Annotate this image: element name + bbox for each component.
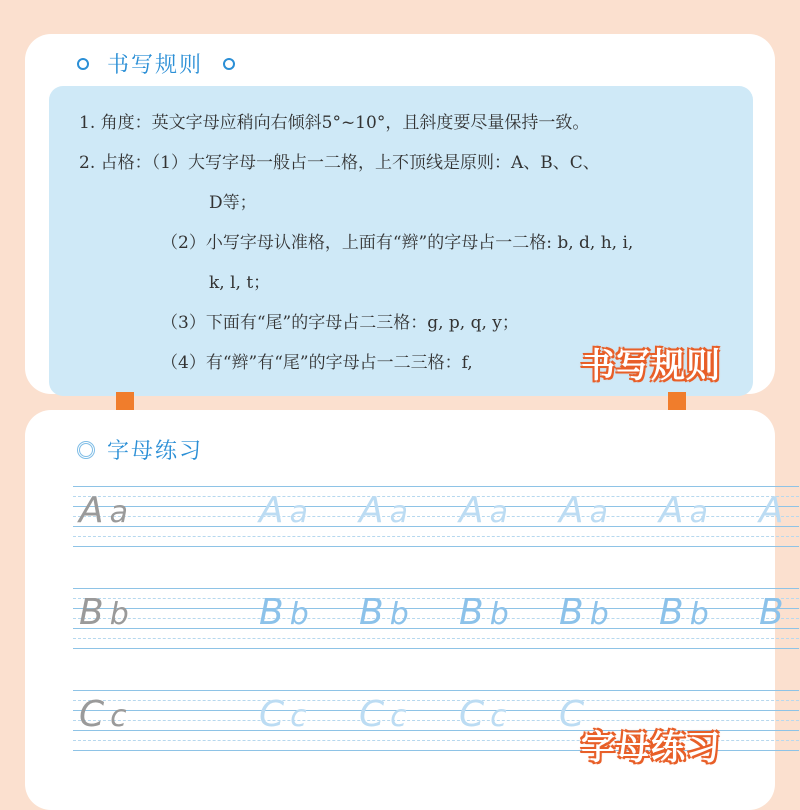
lowercase-letter: a xyxy=(389,495,409,530)
lowercase-letter: b xyxy=(289,597,309,632)
rule-grid-2-cont: k, l, t； xyxy=(209,273,271,293)
circle-bullet-icon xyxy=(223,58,235,70)
capital-letter: A xyxy=(759,490,784,531)
lowercase-letter: c xyxy=(390,699,407,734)
trace-letters xyxy=(359,490,408,531)
lowercase-letter: b xyxy=(389,597,409,632)
lowercase-letter: b xyxy=(689,597,709,632)
practice-card xyxy=(25,410,784,810)
capital-letter: A xyxy=(459,490,484,531)
guide-line xyxy=(73,546,799,547)
trace-letters xyxy=(259,490,308,531)
practice-badge: 字母练习 xyxy=(581,728,721,768)
trace-letters xyxy=(659,490,708,531)
rules-card xyxy=(25,34,775,394)
capital-letter: A xyxy=(559,490,584,531)
lowercase-letter: b xyxy=(109,597,129,632)
capital-letter: C xyxy=(359,694,385,735)
capital-letter: B xyxy=(259,592,284,633)
rule-grid-3: （3）下面有“尾”的字母占二三格：g, p, q, y； xyxy=(161,313,519,333)
capital-letter: A xyxy=(359,490,384,531)
trace-letters xyxy=(459,694,507,735)
rule-angle: 1. 角度：英文字母应稍向右倾斜5°~10°，且斜度要尽量保持一致。 xyxy=(79,113,590,133)
practice-row-b xyxy=(73,588,799,648)
lowercase-letter: c xyxy=(110,699,127,734)
guide-line xyxy=(73,648,799,649)
lowercase-letter: b xyxy=(489,597,509,632)
trace-letters xyxy=(659,592,709,633)
trace-letters xyxy=(559,490,608,531)
capital-letter: C xyxy=(79,694,105,735)
capital-letter: C xyxy=(259,694,285,735)
capital-letter: A xyxy=(79,490,104,531)
rules-heading: 书写规则 xyxy=(77,48,235,79)
trace-letters xyxy=(359,592,409,633)
rule-grid-4: （4）有“辫”有“尾”的字母占一二三格：f, xyxy=(161,353,473,373)
capital-letter: B xyxy=(559,592,584,633)
rule-grid-1-cont: D等； xyxy=(209,193,257,213)
capital-letter: B xyxy=(759,592,784,633)
capital-letter: A xyxy=(659,490,684,531)
model-letters xyxy=(79,694,127,735)
lowercase-letter: a xyxy=(489,495,509,530)
rule-grid-1: 2. 占格：（1）大写字母一般占一二格，上不顶线是原则：A、B、C、 xyxy=(79,153,600,173)
lowercase-letter: c xyxy=(290,699,307,734)
capital-letter: C xyxy=(559,694,585,735)
trace-letters xyxy=(759,592,784,633)
trace-letters xyxy=(259,694,307,735)
trace-letters xyxy=(459,592,509,633)
trace-letters xyxy=(259,592,309,633)
capital-letter: B xyxy=(659,592,684,633)
rules-badge: 书写规则 xyxy=(581,346,721,386)
model-letters xyxy=(79,592,129,633)
rule-grid-2: （2）小写字母认准格，上面有“辫”的字母占一二格: b, d, h, i, xyxy=(161,233,634,253)
capital-letter: B xyxy=(79,592,104,633)
trace-letters xyxy=(359,694,407,735)
capital-letter: A xyxy=(259,490,284,531)
lowercase-letter: a xyxy=(109,495,129,530)
trace-letters xyxy=(759,490,784,531)
capital-letter: C xyxy=(459,694,485,735)
lowercase-letter: a xyxy=(589,495,609,530)
practice-row-a xyxy=(73,486,799,546)
lowercase-letter: c xyxy=(490,699,507,734)
trace-letters xyxy=(459,490,508,531)
double-circle-icon xyxy=(77,441,95,459)
capital-letter: B xyxy=(359,592,384,633)
capital-letter: B xyxy=(459,592,484,633)
lowercase-letter: a xyxy=(689,495,709,530)
trace-letters xyxy=(559,592,609,633)
lowercase-letter: b xyxy=(589,597,609,632)
model-letters xyxy=(79,490,128,531)
lowercase-letter: a xyxy=(289,495,309,530)
practice-heading: 字母练习 xyxy=(77,434,203,465)
circle-bullet-icon xyxy=(77,58,89,70)
